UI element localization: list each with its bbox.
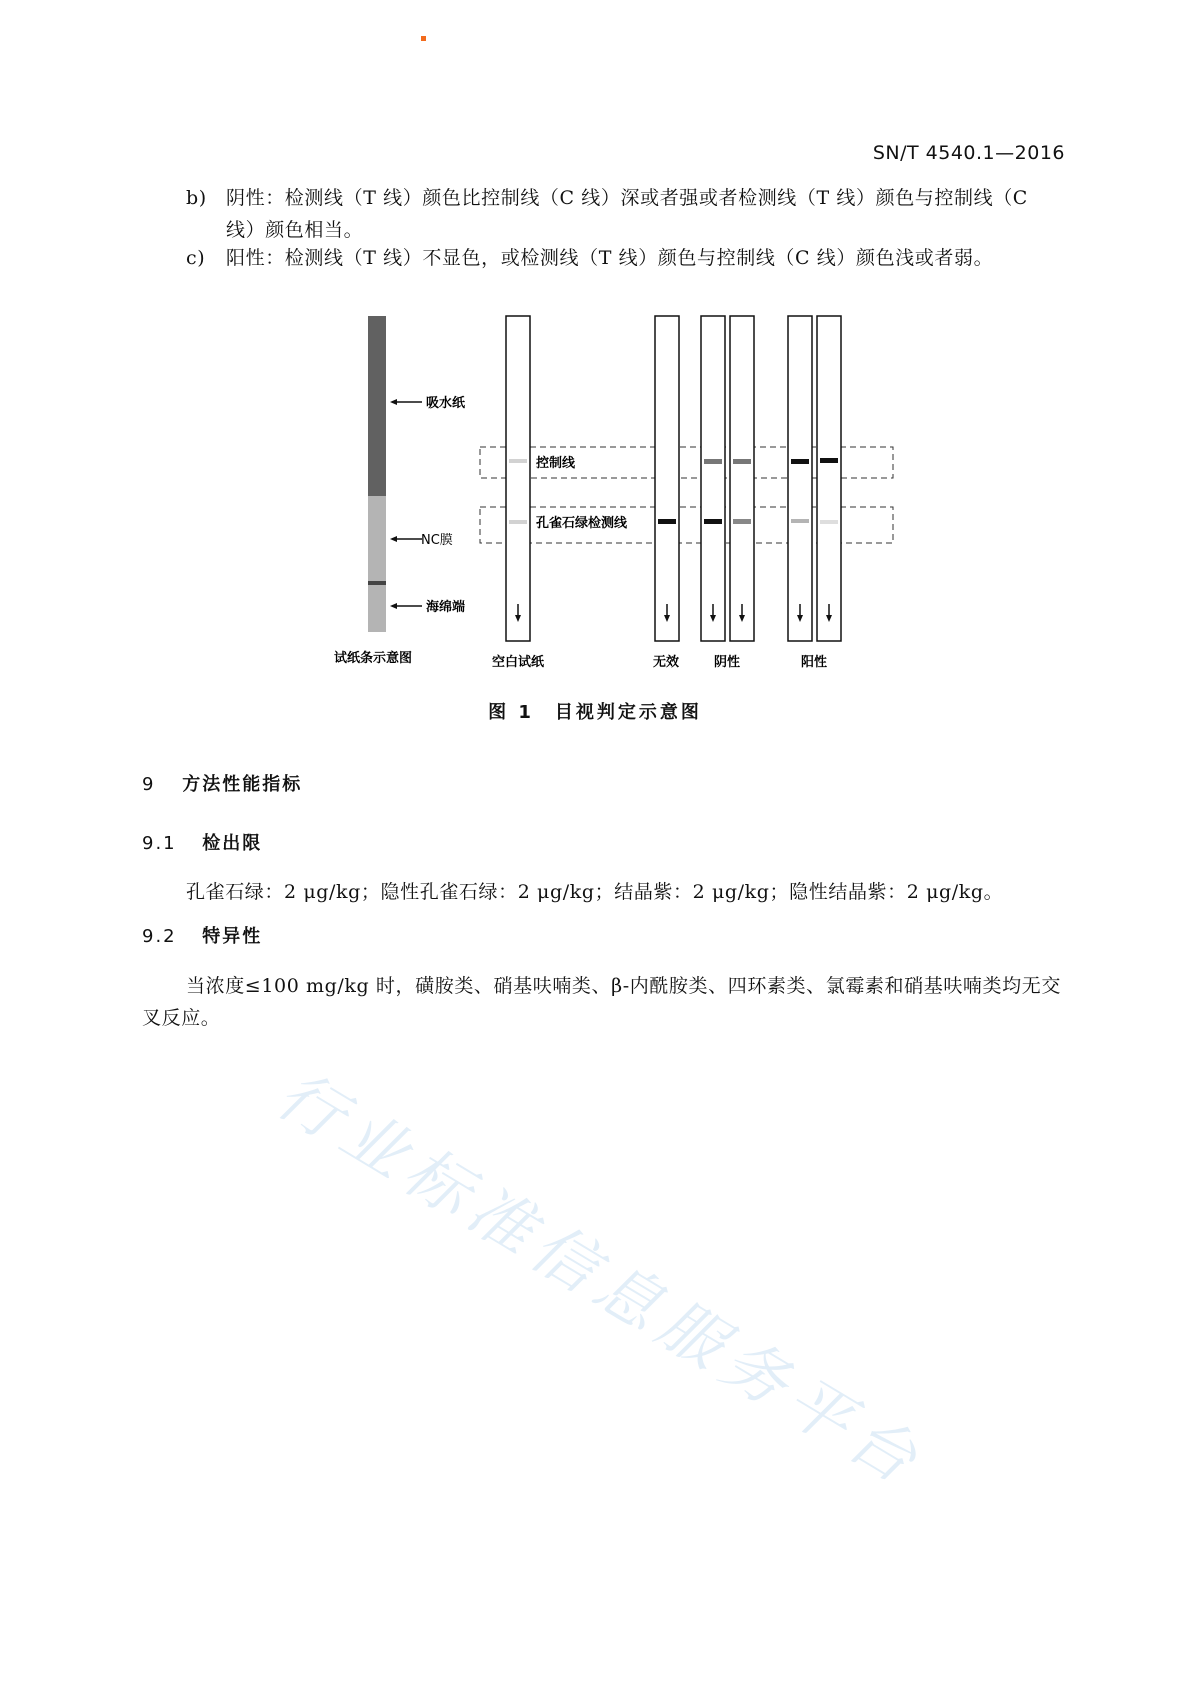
control-line-mark: [704, 459, 722, 464]
list-label: c): [186, 247, 206, 269]
nc-membrane-label: NC膜: [421, 533, 453, 548]
list-label: b): [186, 187, 207, 209]
figure-caption: 图 1 目视判定示意图: [488, 702, 702, 723]
detection-line-mark: [704, 519, 722, 524]
control-line-mark: [791, 459, 809, 464]
detection-line-mark: [658, 519, 676, 524]
positive-strip-2: [817, 316, 841, 641]
invalid-caption: 无效: [653, 655, 680, 670]
detection-line-label: 孔雀石绿检测线: [536, 516, 628, 531]
control-line-mark: [733, 459, 751, 464]
negative-strip-1: [701, 316, 725, 641]
blank-strip-caption: 空白试纸: [492, 655, 545, 670]
section-9-heading: [142, 770, 302, 796]
blank-strip: [506, 316, 530, 641]
detection-line-mark: [509, 520, 527, 524]
visual-judgement-figure: [320, 300, 920, 690]
standard-number: SN/T 4540.1—2016: [872, 142, 1065, 164]
arrowhead-icon: [390, 603, 397, 609]
list-text: 阴性：检测线（T 线）颜色比控制线（C 线）深或者强或者检测线（T 线）颜色与控制线（C 线）颜色相当。: [226, 187, 1028, 241]
detection-line-mark: [791, 519, 809, 523]
detection-line-mark: [820, 520, 838, 524]
absorbent-paper-label: 吸水纸: [426, 396, 466, 411]
arrowhead-icon: [390, 399, 397, 405]
strip-divider: [368, 581, 386, 585]
section-9-2-body: 当浓度≤100 mg/kg 时，磺胺类、硝基呋喃类、β-内酰胺类、四环素类、氯霉素和硝基呋喃类均无交叉反应。: [142, 975, 1061, 1029]
section-9-2-heading: [142, 922, 262, 948]
orange-marker: [421, 36, 426, 41]
nc-membrane-section: [368, 496, 386, 632]
section-9-1-body: 孔雀石绿：2 μg/kg；隐性孔雀石绿：2 μg/kg；结晶紫：2 μg/kg；隐性结晶紫：2 μg/kg。: [186, 881, 1004, 903]
section-title: 检出限: [202, 833, 263, 854]
section-number: 9.2: [142, 926, 177, 947]
arrowhead-icon: [390, 536, 397, 542]
list-item-c: [0, 242, 1190, 274]
invalid-strip: [655, 316, 679, 641]
list-text: 阳性：检测线（T 线）不显色，或检测线（T 线）颜色与控制线（C 线）颜色浅或者弱。: [226, 247, 994, 269]
control-line-label: 控制线: [536, 456, 576, 471]
control-line-mark: [509, 459, 527, 463]
positive-strip-1: [788, 316, 812, 641]
watermark: 行业标准信息服务平台: [264, 1057, 937, 1503]
negative-strip-2: [730, 316, 754, 641]
detection-line-mark: [733, 519, 751, 524]
section-title: 方法性能指标: [182, 774, 303, 795]
list-item-b: [0, 182, 1190, 246]
strip-diagram-caption: 试纸条示意图: [334, 651, 413, 666]
negative-caption: 阴性: [714, 655, 741, 670]
section-title: 特异性: [202, 926, 263, 947]
section-number: 9: [142, 774, 156, 795]
positive-caption: 阳性: [801, 655, 828, 670]
control-line-mark: [820, 458, 838, 463]
sponge-end-label: 海绵端: [426, 600, 466, 615]
section-9-1-heading: [142, 829, 262, 855]
absorbent-paper-section: [368, 316, 386, 496]
section-number: 9.1: [142, 833, 177, 854]
